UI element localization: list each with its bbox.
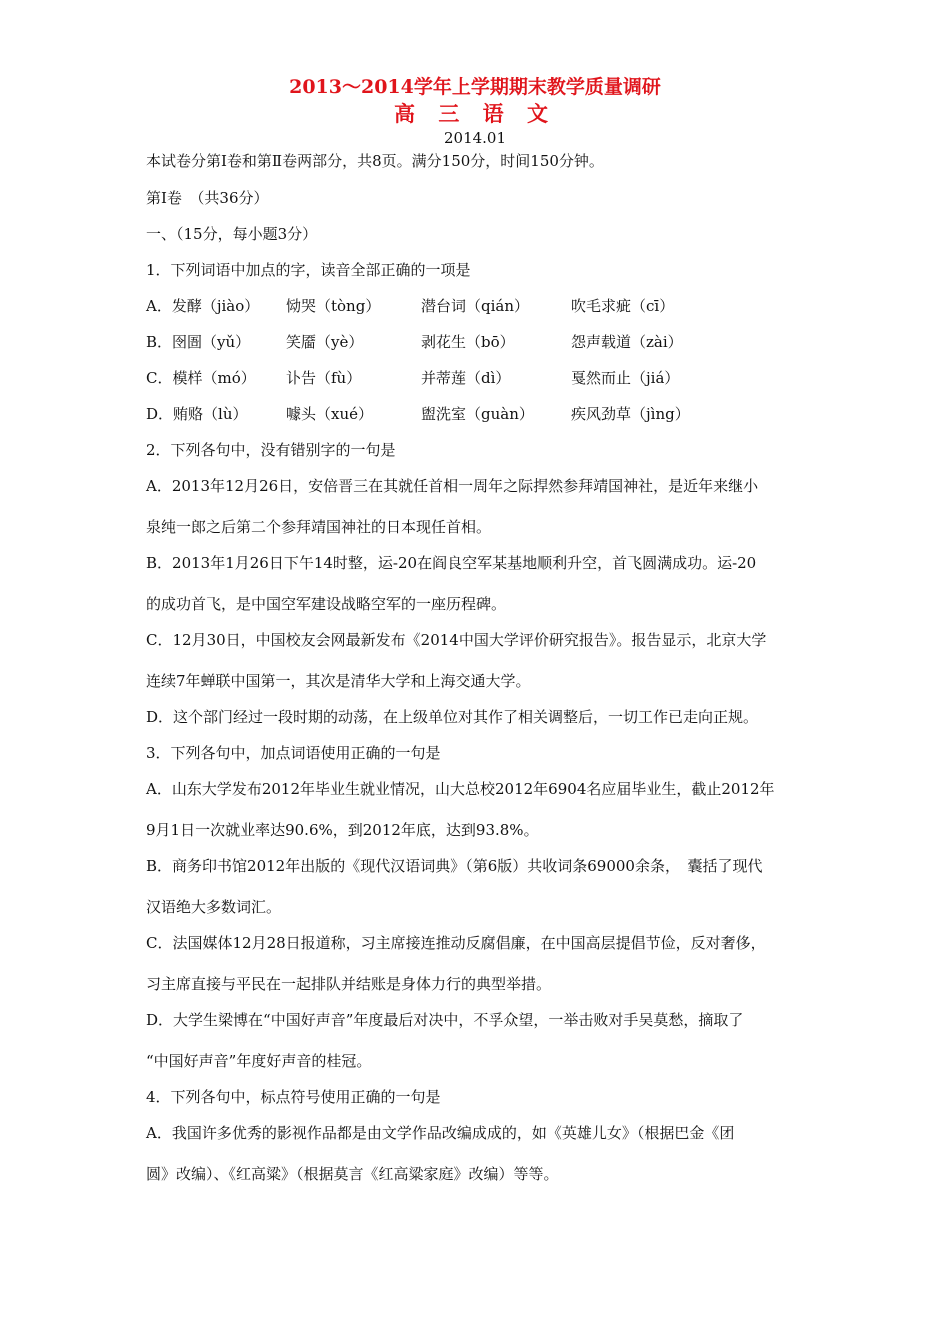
question-3-stem: 3．下列各句中，加点词语使用正确的一句是 <box>146 744 441 762</box>
word-item: 怨声载道（zài） <box>571 333 683 351</box>
question-1-option-a <box>146 296 846 316</box>
question-3-line: B．商务印书馆2012年出版的《现代汉语词典》（第6版）共收词条69000余条， 囊括了现代 <box>146 857 763 875</box>
question-3-line: 汉语绝大多数词汇。 <box>146 898 282 916</box>
question-3-line: 习主席直接与平民在一起排队并结账是身体力行的典型举措。 <box>146 975 552 993</box>
question-2-line: D．这个部门经过一段时期的动荡，在上级单位对其作了相关调整后，一切工作已走向正规。 <box>146 708 759 726</box>
question-4-line: A．我国许多优秀的影视作品都是由文学作品改编成成的，如《英雄儿女》（根据巴金《团 <box>146 1124 735 1142</box>
question-3-line: C．法国媒体12月28日报道称，习主席接连推动反腐倡廉，在中国高层提倡节俭，反对奢侈， <box>146 934 766 952</box>
question-1-option-d <box>146 404 846 424</box>
question-2-line: A．2013年12月26日，安倍晋三在其就任首相一周年之际捍然参拜靖国神社，是近年来继小 <box>146 477 759 495</box>
word-item: 吹毛求疵（cī） <box>571 297 675 315</box>
section-heading: 第Ⅰ卷 （共36分） <box>146 189 269 207</box>
word-item: B．囹圄（yǔ） <box>146 333 251 351</box>
question-2-line: 连续7年蝉联中国第一，其次是清华大学和上海交通大学。 <box>146 672 531 690</box>
word-item: 疾风劲草（jìng） <box>571 405 690 423</box>
exam-subject: 高 三 语 文 <box>394 101 556 126</box>
question-2-stem: 2．下列各句中，没有错别字的一句是 <box>146 441 396 459</box>
word-item: 恸哭（tòng） <box>286 297 381 315</box>
exam-date: 2014.01 <box>443 129 507 147</box>
question-2-line: C．12月30日，中国校友会网最新发布《2014中国大学评价研究报告》。报告显示，北京大学 <box>146 631 767 649</box>
word-item: 讣告（fù） <box>286 369 362 387</box>
word-item: 噱头（xué） <box>286 405 373 423</box>
question-2-line: 泉纯一郎之后第二个参拜靖国神社的日本现任首相。 <box>146 518 492 536</box>
question-4-line: 圆》改编）、《红高粱》（根据莫言《红高粱家庭》改编）等等。 <box>146 1165 559 1183</box>
question-3-line: D．大学生梁博在“中国好声音”年度最后对决中，不孚众望，一举击败对手吴莫愁，摘取了 <box>146 1011 744 1029</box>
word-item: 盥洗室（guàn） <box>421 405 534 423</box>
question-1-option-b <box>146 332 846 352</box>
question-2-line: B．2013年1月26日下午14时整，运-20在阎良空军某基地顺利升空，首飞圆满成功。运-20 <box>146 554 757 572</box>
intro-text: 本试卷分第Ⅰ卷和第Ⅱ卷两部分，共8页。满分150分，时间150分钟。 <box>146 152 604 170</box>
exam-title: 2013～2014学年上学期期末教学质量调研 <box>289 76 661 98</box>
part-heading: 一、（15分，每小题3分） <box>146 225 318 243</box>
word-item: 笑靥（yè） <box>286 333 364 351</box>
word-item: A．发酵（jiào） <box>146 297 260 315</box>
question-3-line: “中国好声音”年度好声音的桂冠。 <box>146 1052 372 1070</box>
word-item: 剥花生（bō） <box>421 333 515 351</box>
word-item: 潜台词（qián） <box>421 297 530 315</box>
question-1-option-c <box>146 368 846 388</box>
word-item: 戛然而止（jiá） <box>571 369 680 387</box>
question-4-stem: 4．下列各句中，标点符号使用正确的一句是 <box>146 1088 441 1106</box>
word-item: D．贿赂（lù） <box>146 405 248 423</box>
question-1-stem: 1．下列词语中加点的字，读音全部正确的一项是 <box>146 261 471 279</box>
question-3-line: 9月1日一次就业率达90.6%，到2012年底，达到93.8%。 <box>146 821 539 839</box>
word-item: C．模样（mó） <box>146 369 256 387</box>
question-3-line: A．山东大学发布2012年毕业生就业情况，山大总校2012年6904名应届毕业生，截止2012年 <box>146 780 775 798</box>
question-2-line: 的成功首飞，是中国空军建设战略空军的一座历程碑。 <box>146 595 507 613</box>
word-item: 并蒂莲（dì） <box>421 369 511 387</box>
